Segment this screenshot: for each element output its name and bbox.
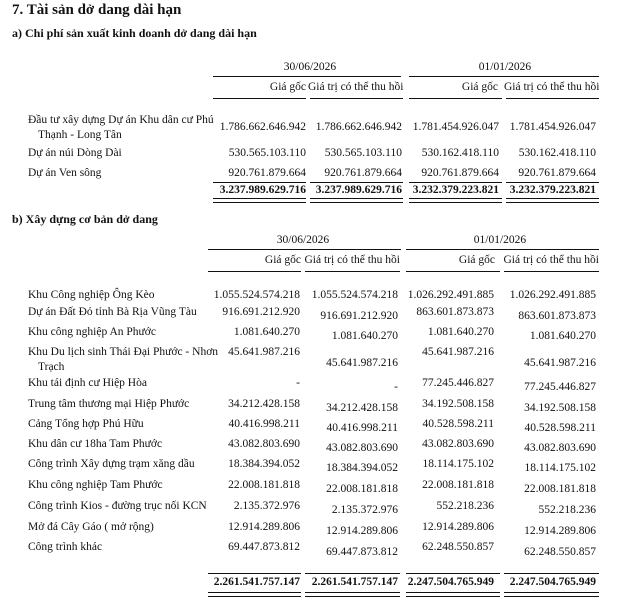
a-row-3-c2: 920.761.879.664 xyxy=(324,167,402,179)
b-row-8-c1: 43.082.803.690 xyxy=(228,438,300,450)
b-total-rule xyxy=(208,573,301,574)
b-col-cost-1: Giá gốc xyxy=(264,254,301,266)
b-row-9-c2: 18.384.394.052 xyxy=(326,462,398,474)
b-header-rule xyxy=(504,271,599,272)
b-row-12-label: Mở đá Cây Gáo ( mở rộng) xyxy=(28,521,154,533)
b-total-c1: 2.261.541.757.147 xyxy=(213,576,300,588)
b-row-3-c1: 1.081.640.270 xyxy=(233,326,300,338)
a-total-c3: 3.232.379.223.821 xyxy=(412,184,499,196)
b-row-3-c3: 1.081.640.270 xyxy=(427,326,494,338)
b-row-7-c2: 40.416.998.211 xyxy=(326,422,398,434)
b-date2-rule xyxy=(406,249,599,250)
a-total-double-rule xyxy=(213,198,306,203)
b-row-6-c4: 34.192.508.158 xyxy=(524,402,596,414)
b-row-9-label: Công trình Xây dựng trạm xăng dầu xyxy=(28,458,195,470)
a-header-rule xyxy=(506,98,599,99)
b-col-cost-2: Giá gốc xyxy=(458,254,495,266)
b-row-7-label: Cảng Tổng hợp Phú Hữu xyxy=(28,418,144,430)
a-col-recoverable-2: Giá trị có thể thu hồi xyxy=(504,81,600,93)
b-total-double-rule xyxy=(305,592,400,597)
b-row-4-label-2: Trạch xyxy=(38,361,65,373)
a-col-recoverable-1: Giá trị có thể thu hồi xyxy=(308,81,404,93)
b-row-1-c3: 1.026.292.491.885 xyxy=(407,289,494,301)
a-header-rule xyxy=(213,98,306,99)
b-col-recoverable-2: Giá trị có thể thu hồi xyxy=(503,254,599,266)
b-date2: 01/01/2026 xyxy=(473,234,527,246)
b-total-double-rule xyxy=(504,592,599,597)
b-total-double-rule xyxy=(208,592,301,597)
a-col-cost-1: Giá gốc xyxy=(269,81,306,93)
b-header-rule xyxy=(406,271,500,272)
b-row-7-c3: 40.528.598.211 xyxy=(422,418,494,430)
a-header-rule xyxy=(409,98,502,99)
section-a-title: a) Chi phí sản xuất kinh doanh dở dang dài hạn xyxy=(12,26,257,40)
b-row-6-label: Trung tâm thương mại Hiệp Phước xyxy=(28,398,190,410)
a-total-c1: 3.237.989.629.716 xyxy=(219,184,306,196)
b-row-5-c3: 77.245.446.827 xyxy=(422,377,494,389)
b-total-rule xyxy=(305,573,400,574)
b-row-9-c1: 18.384.394.052 xyxy=(228,458,300,470)
a-row-3-c1: 920.761.879.664 xyxy=(228,167,306,179)
b-row-10-label: Khu công nghiệp Tam Phước xyxy=(28,479,163,491)
a-row-3-c4: 920.761.879.664 xyxy=(518,167,596,179)
a-total-c4: 3.232.379.223.821 xyxy=(509,184,596,196)
a-date2-rule xyxy=(409,76,599,77)
b-row-4-c3: 45.641.987.216 xyxy=(422,346,494,358)
b-row-5-c4: 77.245.446.827 xyxy=(524,381,596,393)
b-row-11-c4: 552.218.236 xyxy=(538,504,596,516)
b-row-6-c2: 34.212.428.158 xyxy=(326,402,398,414)
a-total-rule xyxy=(409,182,502,183)
a-col-cost-2: Giá gốc xyxy=(461,81,498,93)
a-date1: 30/06/2026 xyxy=(283,61,337,73)
b-row-13-c2: 69.447.873.812 xyxy=(326,546,398,558)
b-row-12-c2: 12.914.289.806 xyxy=(326,525,398,537)
b-row-11-label: Công trình Kios - đường trục nối KCN xyxy=(28,500,207,512)
b-row-4-c4: 45.641.987.216 xyxy=(524,357,596,369)
b-row-12-c4: 12.914.289.806 xyxy=(524,525,596,537)
b-row-4-c2: 45.641.987.216 xyxy=(326,357,398,369)
a-row-2-c1: 530.565.103.110 xyxy=(228,147,306,159)
a-date2: 01/01/2026 xyxy=(478,61,532,73)
a-total-c2: 3.237.989.629.716 xyxy=(315,184,402,196)
b-row-13-c1: 69.447.873.812 xyxy=(228,541,300,553)
a-total-double-rule xyxy=(506,198,599,203)
a-row-3-label: Dự án Ven sông xyxy=(28,167,102,179)
a-row-1-c3: 1.781.454.926.047 xyxy=(412,121,499,133)
a-total-double-rule xyxy=(409,198,502,203)
b-row-2-label: Dự án Đất Đỏ tỉnh Bà Rịa Vũng Tàu xyxy=(28,306,197,318)
a-row-1-c4: 1.781.454.926.047 xyxy=(509,121,596,133)
b-total-rule xyxy=(504,573,599,574)
b-row-1-c4: 1.026.292.491.885 xyxy=(509,289,596,301)
b-row-13-label: Công trình khác xyxy=(28,541,103,553)
b-row-1-c2: 1.055.524.574.218 xyxy=(311,289,398,301)
b-header-rule xyxy=(305,271,400,272)
a-row-2-c2: 530.565.103.110 xyxy=(324,147,402,159)
b-row-10-c4: 22.008.181.818 xyxy=(524,483,596,495)
b-row-4-label: Khu Du lịch sinh Thái Đại Phước - Nhơn xyxy=(28,346,219,358)
b-row-5-c1: - xyxy=(296,377,300,389)
b-row-9-c4: 18.114.175.102 xyxy=(524,462,596,474)
a-total-rule xyxy=(506,182,599,183)
a-row-1-c1: 1.786.662.646.942 xyxy=(219,121,306,133)
a-row-2-c4: 530.162.418.110 xyxy=(518,147,596,159)
b-row-11-c2: 2.135.372.976 xyxy=(331,504,398,516)
b-row-7-c4: 40.528.598.211 xyxy=(524,422,596,434)
b-total-rule xyxy=(406,573,500,574)
a-row-1-label: Đầu tư xây dựng Dự án Khu dân cư Phú xyxy=(28,114,214,126)
b-row-8-c3: 43.082.803.690 xyxy=(422,438,494,450)
b-row-4-c1: 45.641.987.216 xyxy=(228,346,300,358)
b-row-1-label: Khu Công nghiệp Ông Kèo xyxy=(28,289,155,301)
b-row-5-c2: - xyxy=(394,381,398,393)
b-row-5-label: Khu tái định cư Hiệp Hòa xyxy=(28,377,147,389)
b-row-8-c2: 43.082.803.690 xyxy=(326,442,398,454)
b-row-1-c1: 1.055.524.574.218 xyxy=(213,289,300,301)
b-row-2-c1: 916.691.212.920 xyxy=(222,306,300,318)
b-row-11-c3: 552.218.236 xyxy=(436,500,494,512)
a-total-double-rule xyxy=(310,198,403,203)
b-row-6-c1: 34.212.428.158 xyxy=(228,398,300,410)
b-row-3-c2: 1.081.640.270 xyxy=(331,330,398,342)
b-col-recoverable-1: Giá trị có thể thu hồi xyxy=(304,254,400,266)
b-header-rule xyxy=(208,271,301,272)
a-total-rule xyxy=(213,182,306,183)
a-row-2-label: Dự án núi Dòng Dài xyxy=(28,147,122,159)
a-header-rule xyxy=(310,98,403,99)
b-total-c4: 2.247.504.765.949 xyxy=(509,576,596,588)
b-row-2-c2: 916.691.212.920 xyxy=(320,310,398,322)
b-row-6-c3: 34.192.508.158 xyxy=(422,398,494,410)
b-total-double-rule xyxy=(406,592,500,597)
b-row-13-c3: 62.248.550.857 xyxy=(422,541,494,553)
b-row-8-c4: 43.082.803.690 xyxy=(524,442,596,454)
b-total-c2: 2.261.541.757.147 xyxy=(311,576,398,588)
b-row-2-c4: 863.601.873.873 xyxy=(518,310,596,322)
b-row-3-c4: 1.081.640.270 xyxy=(529,330,596,342)
b-row-11-c1: 2.135.372.976 xyxy=(233,500,300,512)
section-b-title: b) Xây dựng cơ bản dở dang xyxy=(12,212,158,226)
a-date1-rule xyxy=(213,76,401,77)
a-row-1-c2: 1.786.662.646.942 xyxy=(315,121,402,133)
a-row-1-label-2: Thạnh - Long Tân xyxy=(38,129,122,141)
b-row-13-c4: 62.248.550.857 xyxy=(524,546,596,558)
b-total-c3: 2.247.504.765.949 xyxy=(407,576,494,588)
a-row-3-c3: 920.761.879.664 xyxy=(421,167,499,179)
a-row-2-c3: 530.162.418.110 xyxy=(421,147,499,159)
a-total-rule xyxy=(310,182,403,183)
b-row-7-c1: 40.416.998.211 xyxy=(228,418,300,430)
b-row-12-c1: 12.914.289.806 xyxy=(228,521,300,533)
b-row-12-c3: 12.914.289.806 xyxy=(422,521,494,533)
section-heading: 7. Tài sản dở dang dài hạn xyxy=(12,2,182,18)
b-row-10-c2: 22.008.181.818 xyxy=(326,483,398,495)
b-row-9-c3: 18.114.175.102 xyxy=(422,458,494,470)
b-row-8-label: Khu dân cư 18ha Tam Phước xyxy=(28,438,163,450)
b-date1: 30/06/2026 xyxy=(276,234,330,246)
b-row-10-c3: 22.008.181.818 xyxy=(422,479,494,491)
b-row-10-c1: 22.008.181.818 xyxy=(228,479,300,491)
b-row-3-label: Khu công nghiệp An Phước xyxy=(28,326,156,338)
b-row-2-c3: 863.601.873.873 xyxy=(416,306,494,318)
b-date1-rule xyxy=(208,249,401,250)
